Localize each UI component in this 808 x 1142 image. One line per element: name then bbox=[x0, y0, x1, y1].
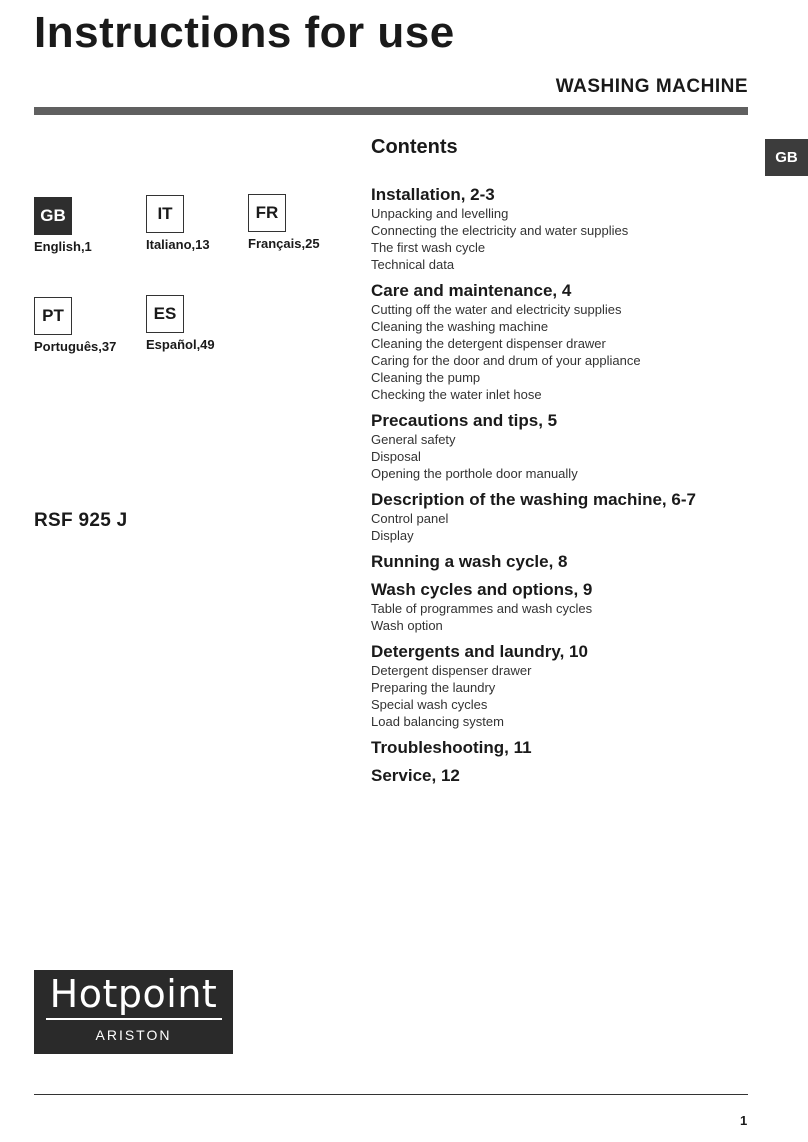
toc-item[interactable]: Cleaning the detergent dispenser drawer bbox=[371, 336, 606, 351]
toc-section-title[interactable]: Detergents and laundry, 10 bbox=[371, 642, 588, 661]
toc-item[interactable]: Opening the porthole door manually bbox=[371, 466, 578, 481]
toc-section-title[interactable]: Troubleshooting, 11 bbox=[371, 738, 532, 757]
toc-item[interactable]: Control panel bbox=[371, 511, 449, 526]
toc-section-description bbox=[371, 490, 751, 544]
toc-section-title[interactable]: Running a wash cycle, 8 bbox=[371, 552, 568, 571]
toc-section-care bbox=[371, 281, 751, 403]
top-divider bbox=[34, 107, 748, 115]
toc-section-detergents bbox=[371, 642, 751, 730]
toc-item[interactable]: Cleaning the washing machine bbox=[371, 319, 549, 334]
hotpoint-ariston-logo bbox=[34, 970, 233, 1054]
toc-item[interactable]: Special wash cycles bbox=[371, 697, 488, 712]
toc-item[interactable]: Caring for the door and drum of your appliance bbox=[371, 353, 641, 368]
toc-item[interactable]: Detergent dispenser drawer bbox=[371, 663, 532, 678]
toc-section-title[interactable]: Precautions and tips, 5 bbox=[371, 411, 558, 430]
toc-section-wash-cycles bbox=[371, 580, 751, 634]
toc-section-troubleshooting bbox=[371, 738, 751, 758]
product-type: WASHING MACHINE bbox=[555, 76, 748, 97]
toc-section-service bbox=[371, 766, 751, 786]
language-code: FR bbox=[248, 194, 286, 232]
toc-item[interactable]: General safety bbox=[371, 432, 456, 447]
toc-section-installation bbox=[371, 185, 751, 273]
language-code: PT bbox=[34, 297, 72, 335]
toc-section-title[interactable]: Care and maintenance, 4 bbox=[371, 281, 572, 300]
toc-item[interactable]: Cutting off the water and electricity supplies bbox=[371, 302, 622, 317]
language-es[interactable] bbox=[146, 295, 215, 352]
toc-section-running bbox=[371, 552, 751, 572]
language-label: Italiano,13 bbox=[146, 237, 210, 252]
toc-item[interactable]: The first wash cycle bbox=[371, 240, 486, 255]
toc-section-title[interactable]: Installation, 2-3 bbox=[371, 185, 495, 204]
language-fr[interactable] bbox=[248, 194, 320, 251]
language-label: Português,37 bbox=[34, 339, 117, 354]
toc-section-precautions bbox=[371, 411, 751, 482]
toc-section-title[interactable]: Service, 12 bbox=[371, 766, 460, 785]
table-of-contents bbox=[371, 136, 751, 794]
toc-section-title[interactable]: Description of the washing machine, 6-7 bbox=[371, 490, 696, 509]
toc-item[interactable]: Cleaning the pump bbox=[371, 370, 481, 385]
toc-item[interactable]: Display bbox=[371, 528, 414, 543]
toc-item[interactable]: Technical data bbox=[371, 257, 455, 272]
language-gb[interactable] bbox=[34, 197, 92, 254]
logo-sub-brand-text: ARISTON bbox=[95, 1027, 172, 1043]
language-code: IT bbox=[146, 195, 184, 233]
language-label: English,1 bbox=[34, 239, 92, 254]
bottom-divider bbox=[34, 1094, 748, 1095]
language-it[interactable] bbox=[146, 195, 210, 252]
toc-section-title[interactable]: Wash cycles and options, 9 bbox=[371, 580, 593, 599]
toc-item[interactable]: Table of programmes and wash cycles bbox=[371, 601, 593, 616]
toc-item[interactable]: Unpacking and levelling bbox=[371, 206, 509, 221]
toc-item[interactable]: Load balancing system bbox=[371, 714, 504, 729]
toc-item[interactable]: Preparing the laundry bbox=[371, 680, 496, 695]
language-label: Español,49 bbox=[146, 337, 215, 352]
toc-item[interactable]: Wash option bbox=[371, 618, 443, 633]
language-side-tab: GB bbox=[765, 139, 808, 176]
page-title: Instructions for use bbox=[34, 8, 455, 57]
logo-brand-text: Hotpoint bbox=[49, 972, 218, 1016]
toc-item[interactable]: Checking the water inlet hose bbox=[371, 387, 542, 402]
toc-item[interactable]: Connecting the electricity and water supplies bbox=[371, 223, 629, 238]
model-number: RSF 925 J bbox=[34, 510, 128, 531]
language-code: ES bbox=[146, 295, 184, 333]
contents-heading: Contents bbox=[371, 136, 458, 158]
logo-divider bbox=[46, 1018, 222, 1020]
language-pt[interactable] bbox=[34, 297, 116, 354]
language-code: GB bbox=[34, 197, 72, 235]
page-number: 1 bbox=[740, 1113, 748, 1128]
language-label: Français,25 bbox=[248, 236, 320, 251]
toc-item[interactable]: Disposal bbox=[371, 449, 421, 464]
